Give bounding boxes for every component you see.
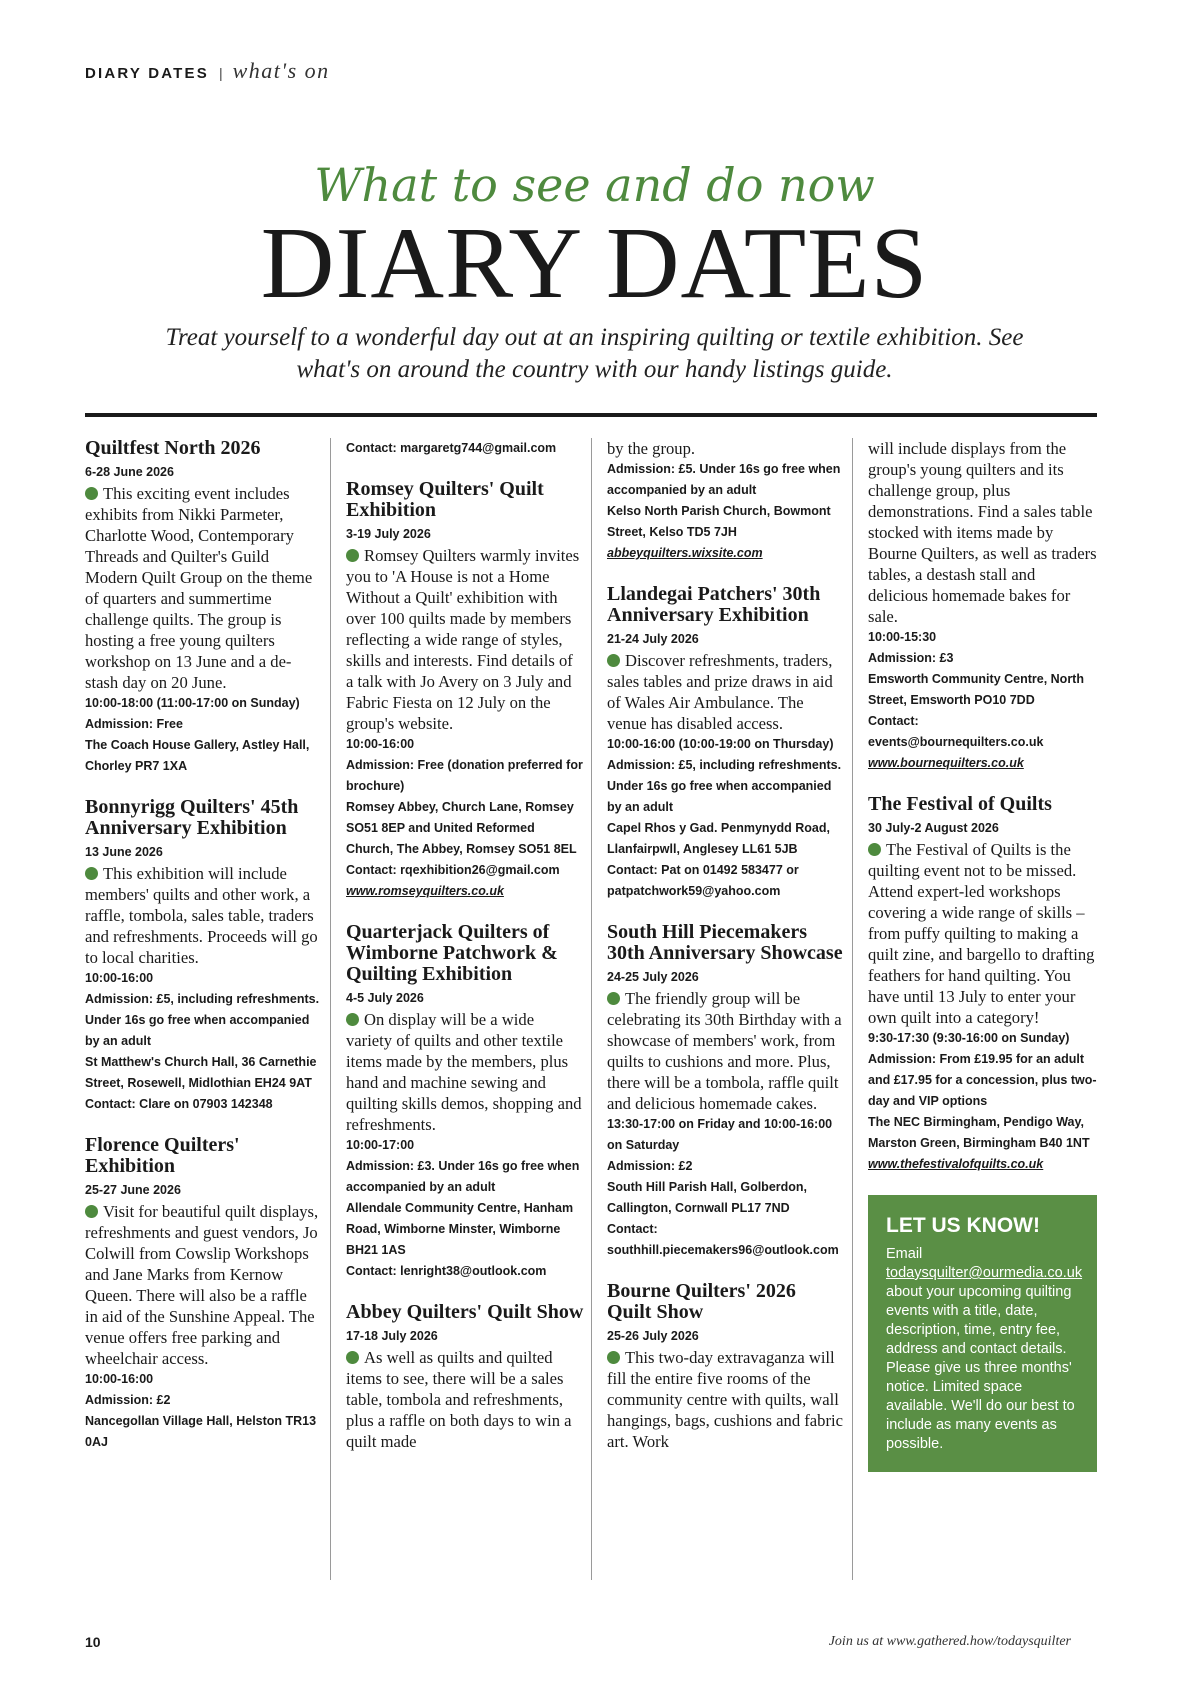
event-date: 25-27 June 2026 [85, 1183, 181, 1197]
event-title: Abbey Quilters' Quilt Show [346, 1301, 584, 1323]
event-admission: Admission: £5. Under 16s go free when accompanied by an adult [607, 462, 841, 497]
event-date: 17-18 July 2026 [346, 1329, 438, 1343]
let-us-know-title: LET US KNOW! [886, 1214, 1040, 1237]
event-date: 3-19 July 2026 [346, 527, 431, 541]
page-number: 10 [85, 1634, 101, 1650]
event-date: 25-26 July 2026 [607, 1329, 699, 1343]
event-title: Romsey Quilters' Quilt Exhibition [346, 478, 544, 521]
bullet-icon [85, 487, 98, 500]
event-listing [607, 1281, 845, 1452]
event-title: Florence Quilters' Exhibition [85, 1134, 240, 1177]
column-divider [591, 438, 592, 1580]
event-admission: Admission: Free (donation preferred for brochure) [346, 758, 583, 793]
event-listing [85, 1135, 323, 1453]
event-admission: Admission: From £19.95 for an adult and £17.95 for a concession, plus two-day and VIP options [868, 1052, 1097, 1108]
event-venue: Kelso North Parish Church, Bowmont Street, Kelso TD5 7JH [607, 504, 831, 539]
event-contact: Contact: rqexhibition26@gmail.com [346, 863, 560, 877]
event-description-text: The Festival of Quilts is the quilting event not to be missed. Attend expert-led workshops covering a wide range of skills – from puffy quilting to making a quilt zine, and bargello to drafting feathers for hand quilting. You have until 13 July to enter your own quilt into a category! [868, 840, 1095, 1027]
event-time: 10:00-17:00 [346, 1138, 415, 1152]
event-description-text: On display will be a wide variety of quilts and other textile items made by the members, plus hand and machine sewing and quilting skills demos, shopping and refreshments. [346, 1010, 582, 1134]
event-venue: St Matthew's Church Hall, 36 Carnethie Street, Rosewell, Midlothian EH24 9AT [85, 1055, 317, 1090]
event-title: Quarterjack Quilters of Wimborne Patchwork & Quilting Exhibition [346, 921, 558, 985]
event-contact: Contact: lenright38@outlook.com [346, 1264, 547, 1278]
event-description [607, 650, 845, 734]
bullet-icon [346, 549, 359, 562]
email-prefix: Email [886, 1246, 923, 1262]
event-listing [868, 794, 1097, 1175]
event-description [868, 839, 1097, 1028]
event-listing [85, 438, 323, 777]
event-date: 24-25 July 2026 [607, 970, 699, 984]
bullet-icon [85, 1205, 98, 1218]
event-admission: Admission: £3. Under 16s go free when accompanied by an adult [346, 1159, 580, 1194]
event-title: The Festival of Quilts [868, 793, 1052, 815]
event-description [85, 1201, 323, 1369]
event-venue: Emsworth Community Centre, North Street, Emsworth PO10 7DD [868, 672, 1084, 707]
script-title: What to see and do now [314, 158, 875, 212]
event-description [346, 1347, 584, 1452]
event-description-text: This exhibition will include members' quilts and other work, a raffle, tombola, sales table, traders and refreshments. Proceeds will go to local charities. [85, 864, 318, 967]
bullet-icon [85, 867, 98, 880]
bullet-icon [868, 843, 881, 856]
let-us-know-box [868, 1195, 1097, 1472]
event-time: 10:00-16:00 [85, 971, 154, 985]
event-admission: Admission: £2 [85, 1393, 171, 1407]
event-description [607, 988, 845, 1114]
column-2 [346, 438, 584, 1588]
let-us-know-text: about your upcoming quilting events with a title, date, description, time, entry fee, address and contact details. Please give us three months' notice. Limited space available. We'll do our best to include as many events as possible. [886, 1284, 1075, 1452]
event-description-text: The friendly group will be celebrating its 30th Birthday with a showcase of members' work, from quilts to cushions and more. Plus, there will be a tombola, raffle quilt and delicious homemade cakes. [607, 989, 842, 1113]
event-continuation [868, 438, 1097, 774]
event-description-text: Visit for beautiful quilt displays, refreshments and guest vendors, Jo Colwill from Cowslip Workshops and Jane Marks from Kernow Queen. There will also be a raffle in aid of the Sunshine Appeal. The venue offers free parking and wheelchair access. [85, 1202, 319, 1368]
event-title: South Hill Piecemakers 30th Anniversary Showcase [607, 921, 843, 964]
header-separator: | [218, 65, 223, 81]
event-listing [607, 922, 845, 1261]
event-time: 10:00-16:00 [346, 737, 415, 751]
intro-text: Treat yourself to a wonderful day out at an inspiring quilting or textile exhibition. See what's on around the country with our handy listings guide. [165, 324, 1024, 383]
event-admission: Admission: £3 [868, 651, 954, 665]
event-website-link[interactable]: www.romseyquilters.co.uk [346, 884, 504, 898]
event-listing [85, 797, 323, 1115]
event-website-link[interactable]: abbeyquilters.wixsite.com [607, 546, 763, 560]
event-time: 10:00-16:00 [85, 1372, 154, 1386]
event-admission: Admission: £5, including refreshments. Under 16s go free when accompanied by an adult [85, 992, 320, 1048]
event-title: Bonnyrigg Quilters' 45th Anniversary Exhibition [85, 796, 299, 839]
column-divider [852, 438, 853, 1580]
event-description [346, 1009, 584, 1135]
event-venue: The Coach House Gallery, Astley Hall, Chorley PR7 1XA [85, 738, 310, 773]
event-venue: Allendale Community Centre, Hanham Road, Wimborne Minster, Wimborne BH21 1AS [346, 1201, 574, 1257]
column-3 [607, 438, 845, 1588]
event-contact: Contact: margaretg744@gmail.com [346, 441, 557, 455]
event-website-link[interactable]: www.bournequilters.co.uk [868, 756, 1024, 770]
column-divider [330, 438, 331, 1580]
event-date: 30 July-2 August 2026 [868, 821, 999, 835]
bullet-icon [607, 1351, 620, 1364]
page-title: DIARY DATES [260, 207, 929, 320]
column-1 [85, 438, 323, 1588]
event-title: Bourne Quilters' 2026 Quilt Show [607, 1280, 796, 1323]
event-continuation [346, 438, 584, 459]
event-venue: South Hill Parish Hall, Golberdon, Callington, Cornwall PL17 7ND [607, 1180, 808, 1215]
bullet-icon [346, 1351, 359, 1364]
event-title: Quiltfest North 2026 [85, 438, 261, 459]
bullet-icon [607, 992, 620, 1005]
event-date: 21-24 July 2026 [607, 632, 699, 646]
event-title: Llandegai Patchers' 30th Anniversary Exhibition [607, 583, 821, 626]
event-time: 10:00-16:00 (10:00-19:00 on Thursday) [607, 737, 834, 751]
column-4 [868, 438, 1097, 1588]
bullet-icon [607, 654, 620, 667]
event-description-text: Discover refreshments, traders, sales tables and prize draws in aid of Wales Air Ambulance. The venue has disabled access. [607, 651, 833, 733]
event-description-text: This two-day extravaganza will fill the entire five rooms of the community centre with quilts, wall hangings, bags, cushions and fabric art. Work [607, 1348, 843, 1451]
event-venue: Romsey Abbey, Church Lane, Romsey SO51 8EP and United Reformed Church, The Abbey, Romsey SO51 8EL [346, 800, 577, 856]
event-venue: The NEC Birmingham, Pendigo Way, Marston Green, Birmingham B40 1NT [868, 1115, 1090, 1150]
let-us-know-body [886, 1245, 1083, 1454]
event-contact: Contact: Clare on 07903 142348 [85, 1097, 273, 1111]
event-venue: Nancegollan Village Hall, Helston TR13 0AJ [85, 1414, 317, 1449]
event-date: 4-5 July 2026 [346, 991, 424, 1005]
event-admission: Admission: £5, including refreshments. Under 16s go free when accompanied by an adult [607, 758, 842, 814]
event-description [85, 863, 323, 968]
event-time: 10:00-18:00 (11:00-17:00 on Sunday) [85, 696, 300, 710]
event-description-text: As well as quilts and quilted items to see, there will be a sales table, tombola and refreshments, plus a raffle on both days to win a quilt made [346, 1348, 572, 1451]
event-admission: Admission: Free [85, 717, 183, 731]
event-description [346, 545, 584, 734]
event-time: 9:30-17:30 (9:30-16:00 on Sunday) [868, 1031, 1070, 1045]
event-time: 10:00-15:30 [868, 630, 937, 644]
event-description-continued: by the group. [607, 439, 696, 458]
event-website-link[interactable]: www.thefestivalofquilts.co.uk [868, 1157, 1044, 1171]
event-date: 13 June 2026 [85, 845, 163, 859]
section-label: DIARY DATES [85, 65, 209, 82]
event-listing [346, 1302, 584, 1452]
event-description [607, 1347, 845, 1452]
event-description [85, 483, 323, 693]
event-admission: Admission: £2 [607, 1159, 693, 1173]
event-contact: Contact: events@bournequilters.co.uk [868, 714, 1044, 749]
event-listing [607, 584, 845, 902]
event-date: 6-28 June 2026 [85, 465, 174, 479]
bullet-icon [346, 1013, 359, 1026]
event-listing [346, 479, 584, 902]
event-listing [346, 922, 584, 1282]
event-description-text: This exciting event includes exhibits from Nikki Parmeter, Charlotte Wood, Contemporary Threads and Quilter's Guild Modern Quilt Group on the theme of quarters and summertime challenge quilts. The group is hosting a free young quilters workshop on 13 June and a de-stash day on 20 June. [85, 484, 313, 692]
event-venue: Capel Rhos y Gad. Penmynydd Road, Llanfairpwll, Anglesey LL61 5JB [607, 821, 830, 856]
event-description-continued: will include displays from the group's young quilters and its challenge group, plus demonstrations. Find a sales table stocked with items made by Bourne Quilters, as well as traders tables, a destash stall and delicious homemade bakes for sale. [868, 439, 1097, 626]
event-contact: Contact: Pat on 01492 583477 or patpatchwork59@yahoo.com [607, 863, 799, 898]
section-header [85, 58, 330, 84]
subsection-label: what's on [232, 58, 330, 83]
event-description-text: Romsey Quilters warmly invites you to 'A House is not a Home Without a Quilt' exhibition with over 100 quilts made by members reflecting a wide range of styles, skills and interests. Find details of a talk with Jo Avery on 3 July and Fabric Fiesta on 12 July on the group's website. [346, 546, 580, 733]
listings-columns [85, 438, 1097, 1588]
event-contact: Contact: southhill.piecemakers96@outlook.com [607, 1222, 839, 1257]
email-link[interactable]: todaysquilter@ourmedia.co.uk [886, 1265, 1083, 1281]
footer-text: Join us at www.gathered.how/todaysquilter [828, 1634, 1071, 1649]
event-time: 13:30-17:00 on Friday and 10:00-16:00 on Saturday [607, 1117, 833, 1152]
title-rule [85, 413, 1097, 417]
event-continuation [607, 438, 845, 564]
